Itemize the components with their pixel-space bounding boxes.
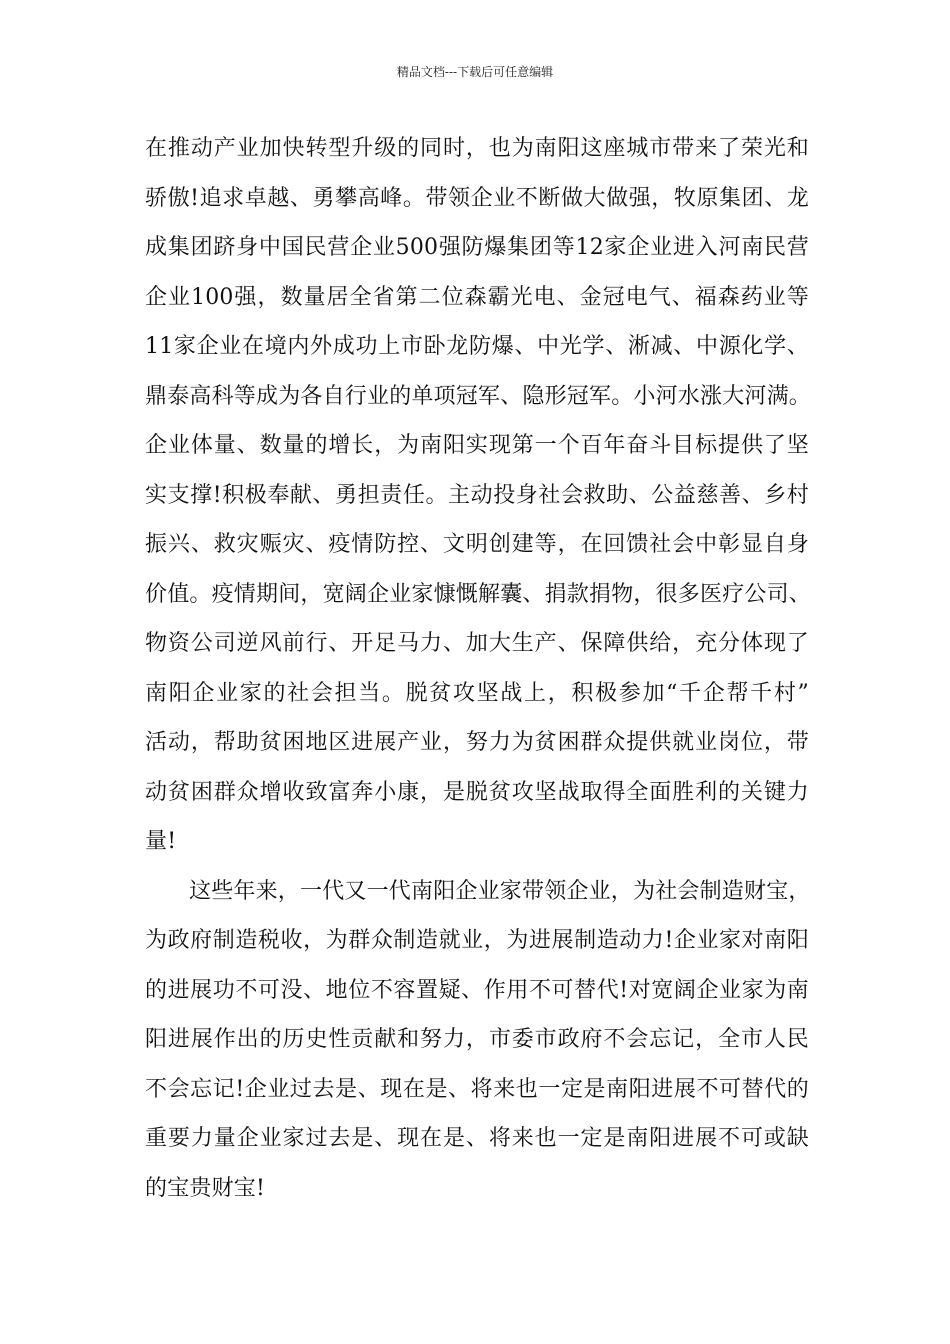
text-line: 不会忘记!企业过去是、现在是、将来也一定是南阳进展不可替代的: [145, 1076, 809, 1102]
text-line: 重要力量企业家过去是、现在是、将来也一定是南阳进展不可或缺: [145, 1126, 809, 1151]
text-line: 的进展功不可没、地位不容置疑、作用不可替代!对宽阔企业家为南: [145, 977, 809, 1003]
text-line: 为政府制造税收，为群众制造就业，为进展制造动力!企业家对南阳: [145, 928, 809, 953]
text-line: 在推动产业加快转型升级的同时，也为南阳这座城市带来了荣光和: [145, 136, 809, 161]
text-line: 动贫困群众增收致富奔小康，是脱贫攻坚战取得全面胜利的关键力: [145, 779, 809, 805]
text-line: 活动，帮助贫困地区进展产业，努力为贫困群众提供就业岗位，带: [145, 730, 809, 755]
text-line: 阳进展作出的历史性贡献和努力，市委市政府不会忘记，全市人民: [145, 1027, 809, 1052]
text-line: 企业体量、数量的增长，为南阳实现第一个百年奋斗目标提供了坚: [145, 433, 809, 458]
text-line: 南阳企业家的社会担当。脱贫攻坚战上，积极参加“千企帮千村”: [145, 680, 809, 706]
text-line: 量!: [145, 829, 177, 854]
document-body: [145, 124, 812, 1213]
text-line: 鼎泰高科等成为各自行业的单项冠军、隐形冠军。小河水涨大河满。: [145, 383, 812, 409]
text-line: 骄傲!追求卓越、勇攀高峰。带领企业不断做大做强，牧原集团、龙: [145, 185, 809, 211]
text-line: 企业100强，数量居全省第二位森霸光电、金冠电气、福森药业等: [145, 284, 809, 310]
paragraph-1: [145, 124, 812, 867]
text-line: 11家企业在境内外成功上市卧龙防爆、中光学、淅减、中源化学、: [145, 334, 809, 359]
text-line: 的宝贵财宝!: [145, 1175, 266, 1201]
text-line: 物资公司逆风前行、开足马力、加大生产、保障供给，充分体现了: [145, 631, 809, 656]
text-line: 价值。疫情期间，宽阔企业家慷慨解囊、捐款捐物，很多医疗公司、: [145, 581, 812, 607]
text-line: 这些年来，一代又一代南阳企业家带领企业，为社会制造财宝，: [189, 878, 811, 904]
text-line: 振兴、救灾赈灾、疫情防控、文明创建等，在回馈社会中彰显自身: [145, 532, 809, 557]
text-line: 实支撑!积极奉献、勇担责任。主动投身社会救助、公益慈善、乡村: [145, 482, 809, 508]
text-line: 成集团跻身中国民营企业500强防爆集团等12家企业进入河南民营: [145, 235, 809, 260]
page-header: 精品文档---下载后可任意编辑: [396, 65, 554, 79]
paragraph-2: [145, 867, 809, 1214]
